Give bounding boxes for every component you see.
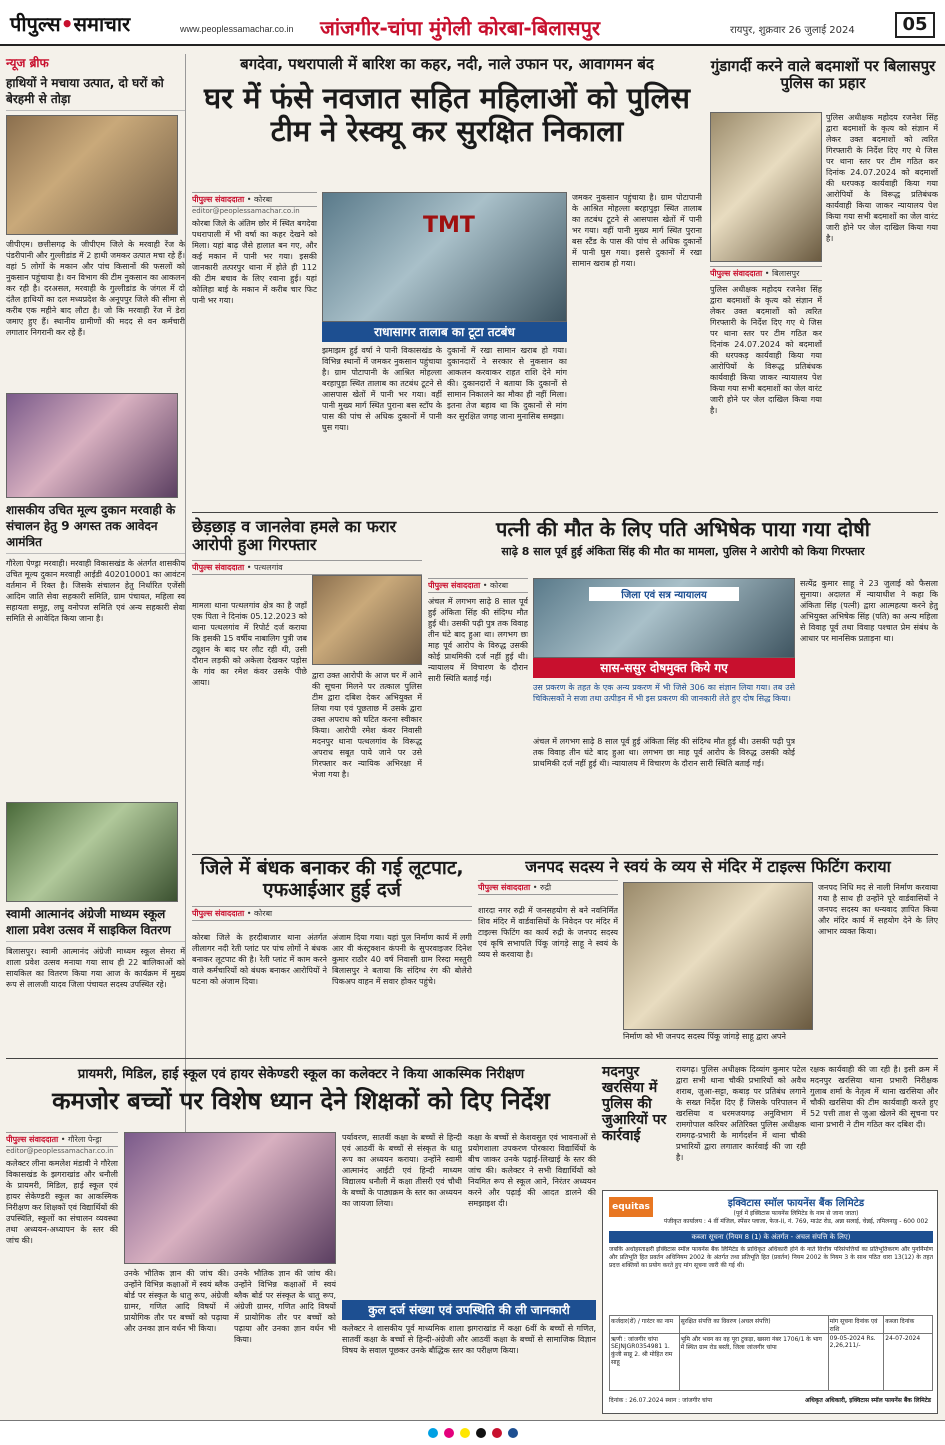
school-col4 [342,1132,462,1297]
color-swatch-2 [460,1428,470,1438]
school-headline[interactable]: कमजोर बच्चों पर विशेष ध्यान देने शिक्षकों को दिए निर्देश [52,1087,550,1115]
right-story-text-cont: पुलिस अधीक्षक महोदय रजनेश सिंह द्वारा बदमाशों के कृत्य को संज्ञान में लेकर उक्त बदमाशों को त्वरित गिरफ्तारी के निर्देश दिए गए थे जिस पर थाना स्तर पर टीम गठित कर दिनांक 24.07.2024 को बदमाशों की धरपकड़ कार्यवाही किया गया आरोपियों के विरूद्ध प्रतिबंधक कार्यवाही किया जाकर न्यायालय पेश किया गया सभी बदमाशों का जेल वारंट जारी होने पर जेल दाखिल किया गया है। [826,113,938,243]
right-story-headline[interactable]: गुंडागर्दी करने वाले बदमाशों पर बिलासपुर पुलिस का प्रहार [710,57,936,93]
school-text: कलेक्टर लीना कमलेश मंडावी ने गौरेला विकासखंड के झगराखांड और धनौली के प्रायमरी, मिडिल, हाई स्कूल एवं हायर सेकेण्डरी स्कूल का आकस्मिक निरीक्षण कर शिक्षकों एवं विद्यार्थियों की उपस्थिति, स्कूलों का संचालन व्यवस्था तथा अध्ययन-अध्यापन के स्तर की जांच की। [6,1159,118,1245]
tiles-byline: पीपुल्स संवाददाता • रुद्री [478,880,618,895]
color-registration-marks [0,1421,945,1442]
chhedchhad-col1 [192,600,307,850]
loot-story [192,858,472,921]
news-brief-label: न्यूज ब्रीफ [6,56,49,70]
ad-th-property: सुरक्षित संपत्ति का विवरण (अचल संपत्ति) [680,1316,829,1333]
temple-photo [623,882,813,1030]
ankita-col3 [800,578,938,848]
page-number: 05 [895,12,935,38]
loot-text2: अंजाम दिया गया। यहां पुल निर्माण कार्य में लगी आर वी कंस्ट्रक्शन कंपनी के सुपरवाइजर दिनेश कुमार राठौर 40 वर्ष निवासी ग्राम रिस्दा मस्तुरी बिलासपुर ने बताया कि संदिग्ध रंग की बोलेरो पिकअप वाहन में सवार होकर पहुंचे। [332,933,472,986]
ad-th-possession: कब्जा दिनांक [885,1318,915,1325]
ankita-col1 [428,578,528,848]
ad-table-header [610,1316,932,1334]
chhedchhad-col2 [312,670,422,850]
story3-text: बिलासपुर। स्वामी आत्मानंद अंग्रेजी माध्यम स्कूल सेमरा में शाला प्रवेश उत्सव मनाया गया साथ ही 22 बालिकाओं को सायकिल का वितरण किया गया आज के कार्यक्रम में मुख्य रूप से लालजी यादव जिला पंचायत सदस्य उपस्थित रहे। [6,947,185,989]
tiles-text: शारदा नगर रुद्री में जनसहयोग से बने नवनिर्मित शिव मंदिर में वार्डवासियों के निवेदन पर मंदिर में टाइल्स फिटिंग का कार्य रुद्री के जनपद सदस्य एवं कृषि सभापति पिंकू जांगड़े साहू ने स्वयं के व्यय से करवाया है। [478,906,618,959]
newspaper-logo[interactable]: पीपुल्स•समाचार [10,12,131,36]
ankita-text-mid: अंचल में लगभग साढ़े 8 साल पूर्व हुई अंकिता सिंह की संदिग्ध मौत हुई थी। उसकी पढ़ी पुत्र तक विवाह तीन घंटे बाद हुआ था। लगभग छः माह पूर्व आरोप के विरुद्ध उसकी कोई प्राथमिकी दर्ज नहीं हुई थी। न्यायालय में विचारण के दौरान सारी स्थिति बताई गई। [533,737,795,768]
loot-col1 [192,932,327,1050]
ad-header [659,1195,933,1225]
ad-td-possession: 24-07-2024 [885,1335,921,1342]
tiles-col3 [818,882,938,1050]
tmt-sign: TMT [423,213,475,238]
loot-byline: पीपुल्स संवाददाता • कोरबा [192,906,472,921]
ankita-subheadline: साढ़े 8 साल पूर्व हुई अंकिता सिंह की मौत का मामला, पुलिस ने आरोपी को किया गिरफ्तार [501,545,865,558]
ad-table-row [610,1334,932,1390]
school-col1 [6,1132,118,1414]
temple-caption: निर्माण को भी जनपद सदस्य पिंकू जांगड़े साहू द्वारा अपने [623,1032,786,1041]
ad-th-demand: मांग सूचना दिनांक एवं राशि [829,1316,885,1333]
school-text3: पर्यावरण, सातवीं कक्षा के बच्चों से हिन्दी एवं आठवीं के बच्चों से संस्कृत के धातु रूप का अध्ययन कराया। उन्होंने स्वामी आत्मानंद आईटी एवं हिन्दी माध्यम विद्यालय धनौली में कक्षा तीसरी एवं चौथी के बच्चों के पाठ्यक्रम के स्तर का अध्ययन का जायजा लिया। [342,1133,462,1208]
elephant-damage-photo [6,115,178,235]
ad-td-borrower: ऋणी : जांजगीर चांपा SEJNJGR0354981 1. कुंजी साहू 2. श्री मोहित राम साहू [610,1334,680,1390]
page-footer [0,1420,945,1445]
ration-shop-photo [6,393,178,498]
court-caption: सास-ससुर दोषमुक्त किये गए [533,658,795,678]
story1-text: जीपीएम। छत्तीसगढ़ के जीपीएम जिले के मरवाही रेंज के पंडरीपानी और गुल्लीडांड में 2 हाथी जमकर उत्पात मचा रहे हैं। वहां 5 लोगों के मकान और पांच किसानों की फसलों को नुकसान पहुंचाया है। वन विभाग की टीम नुकसान का आकलन कर रही है। दरअसल, मरवाही के गुल्लीडांड के जंगल में दो दंतैल हाथियों का दल मध्यप्रदेश के अनूपपुर जिले की सीमा से करीब एक महीने बाद लौटा है। जो कि मरवाही रेंज में डेरा जमाए हुए हैं। स्थानीय ग्रामीणों की मदद से वन कर्मचारी लगातार निगरानी कर रहे हैं। [6,240,185,337]
ad-notice-text: जबकि अधोहस्ताक्षरी इक्विटास स्मॉल फायनेंस बैंक लिमिटेड के प्राधिकृत अधिकारी होने के नाते वित्तीय परिसंपत्तियों का प्रतिभूतिकरण और पुनर्निर्माण और प्रतिभूति हित प्रवर्तन अधिनियम 2002 के अंतर्गत तथा प्रतिभूति हित (प्रवर्तन) नियम 2002 के नियम 3 के साथ पठित धारा 13(12) के तहत प्रदत्त शक्तियों का प्रयोग करते हुए मांग सूचना जारी की गई थी। [609,1246,933,1269]
gamblers-text: रायगढ़। पुलिस अधीक्षक दिव्यांग कुमार पटेल द्वारा सभी थाना चौकी प्रभारियों को अवैध शराब, जुआ-सट्टा, कबाड़ पर प्रतिबंध लगाने के सख्त निर्देश दिए हैं जिसके परिपालन में खरसिया व धरमजयगढ़ अनुविभाग में रामगोपाल करियर अतिरिक्त पुलिस अधीक्षक रामगढ़-प्रभारी के मार्गदर्शन में थाना चौकी प्रभारियों द्वारा लगातार कार्रवाई की जा रही है। [676,1065,806,1162]
top-story-kicker: बगदेवा, पथरापाली में बारिश का कहर, नदी, नाले उफान पर, आवागमन बंद [240,55,654,73]
top-story-col4 [572,192,702,502]
arrested-men-photo [710,112,822,262]
school-banner-text: कलेक्टर ने शासकीय पूर्व माध्यमिक शाला झगराखांड में कक्षा 6वीं के बच्चों से गणित, सातवीं कक्षा के बच्चों से हिन्दी-अंग्रेजी और आठवीं कक्षा के बच्चों से सामाजिक विज्ञान विषय के सवाल पूछकर उनके बौद्धिक स्तर का परीक्षण किया। [342,1324,596,1355]
ad-td-demand: 09-05-2024 Rs. 2,26,211/- [829,1334,885,1390]
school-kicker: प्रायमरी, मिडिल, हाई स्कूल एवं हायर सेकेण्डरी स्कूल का कलेक्टर ने किया आकस्मिक निरीक्षण [77,1067,525,1082]
gamblers-col2 [810,1064,938,1184]
ankita-text: अंचल में लगभग साढ़े 8 साल पूर्व हुई अंकिता सिंह की संदिग्ध मौत हुई थी। उसकी पढ़ी पुत्र तक विवाह तीन घंटे बाद हुआ था। लगभग छः माह पूर्व आरोप के विरुद्ध उसकी कोई प्राथमिकी दर्ज नहीं हुई थी। न्यायालय में विचारण के दौरान सारी स्थिति बताई गई। [428,597,528,683]
top-story [192,54,702,149]
chhedchhad-byline: पीपुल्स संवाददाता • पत्थलगांव [192,560,422,575]
section-divider-3 [6,1058,938,1059]
embankment-photo [322,192,567,322]
color-swatch-1 [444,1428,454,1438]
gamblers-text2: रक्षक कार्यवाही की जा रही है। इसी क्रम में मदनपुर खरसिया थाना प्रभारी निरीक्षक गुलाब शर्मा के नेतृत्व में थाना खरसिया और चौकी खरसिया की टीम कार्यवाही करते हुए 52 पत्ती ताश से जुआ खेलने की सूचना पर थाना प्रभारी ने टीम गठित कर दबिश दी। [810,1065,938,1129]
story1-headline[interactable]: हाथियों ने मचाया उत्पात, दो घरों को बेरहमी से तोड़ा [6,75,185,111]
tiles-headline[interactable]: जनपद सदस्य ने स्वयं के व्यय से मंदिर में टाइल्स फिटिंग कराया [525,857,891,876]
gamblers-story [602,1064,672,1144]
court-photo [533,578,795,658]
accused-photo [312,575,422,665]
masthead [0,0,945,46]
dateline: रायपुर, शुक्रवार 26 जुलाई 2024 [730,25,855,36]
loot-col2 [332,932,472,1050]
ad-notice-title: कब्जा सूचना (नियम 8 (1) के अंतर्गत - अचल संपत्ति के लिए) [609,1231,933,1243]
ankita-box [533,682,795,732]
top-story-text1: कोरबा जिले के अंतिम छोर में स्थित बगदेवा पथरापाली में भी वर्षा का कहर देखने को मिला। यहां बाढ़ जैसे हालात बन गए, और कई मकान में पानी भर गया। इसकी जानकारी तत्परपुर थाना में होते ही 112 की टीम बचाव के लिए रवाना हुई। यहां कोलिहा बाई के मकान में करीब चार फिट पानी भर गया। [192,219,317,305]
story3-headline[interactable]: स्वामी आत्मानंद अंग्रेजी माध्यम स्कूल शाला प्रवेश उत्सव में साइकिल वितरण [6,906,185,942]
ankita-col-mid [533,736,795,848]
top-story-col3 [447,345,567,505]
school-col2 [124,1268,229,1414]
tiles-text2: जनपद निधि मद से नाली निर्माण करवाया गया है साथ ही उन्होंने पूरे वार्डवासियों ने जनपद सदस्य का धन्यवाद ज्ञापित किया और मंदिर कार्य में सहयोग देने के लिए आभार व्यक्त किया। [818,883,938,936]
color-swatch-0 [428,1428,438,1438]
section-divider [192,512,938,513]
section-divider-2 [192,854,938,855]
edition-cities: जांजगीर-चांपा मुंगेली कोरबा-बिलासपुर [320,16,601,40]
top-story-text2: झमाझम हुई वर्षा ने पानी विकासखंड के विभिन्न स्थानों में जमकर नुकसान पहुंचाया है। ग्राम पोटापानी के आश्रित मोहल्ला बरहापुड़ा स्थित तालाब का तटबंध टूटने से आसपास खेतों में पानी भर गया। वहीं पानी मुख्य मार्ग स्थित पुराना बस स्टॉप के पास की पांच से अधिक दुकानों में पानी घुस गया। [322,346,442,432]
ad-place-date: दिनांक : 26.07.2024 स्थान : जांजगीर चांपा [609,1397,713,1404]
school-banner: कुल दर्ज संख्या एवं उपस्थिति की ली जानकारी [342,1300,596,1320]
right-story [708,58,938,93]
color-swatch-4 [492,1428,502,1438]
school-text2b: उनके भौतिक ज्ञान की जांच की। उन्होंने विभिन्न कक्षाओं में स्वयं ब्लैक बोर्ड पर संस्कृत के धातु रूप, अंग्रेजी ग्रामर, गणित आदि विषयों में प्रायोगिक तौर पर बच्चों को पढ़ाया और उनका ज्ञान वर्धन भी किया। [234,1269,336,1344]
ankita-byline: पीपुल्स संवाददाता • कोरबा [428,578,528,593]
website-url[interactable]: www.peoplessamachar.co.in [180,24,294,34]
gamblers-col1 [676,1064,806,1184]
school-text4: कक्षा के बच्चों से केशवसुत एवं भावनाओं से प्रयोगशाला उपकरण पोरकारा विद्यार्थियों के बीच जाकर उनके पढ़ाई-लिखाई के स्तर की जांच की। कलेक्टर ने सभी विद्यार्थियों को नियमित रूप से स्कूल आने, निरंतर अध्ययन करने और पढ़ाई की आदत डालने की समझाइश दी। [468,1133,596,1208]
right-story-byline: पीपुल्स संवाददाता • बिलासपुर [710,266,822,281]
right-story-text: पुलिस अधीक्षक महोदय रजनेश सिंह द्वारा बदमाशों के कृत्य को संज्ञान में लेकर उक्त बदमाशों को त्वरित गिरफ्तारी के निर्देश दिए गए थे जिस पर थाना स्तर पर टीम गठित कर दिनांक 24.07.2024 को बदमाशों की धरपकड़ कार्यवाही किया गया आरोपियों के विरूद्ध प्रतिबंधक कार्यवाही किया जाकर न्यायालय पेश किया गया सभी बदमाशों का जेल वारंट जारी होने पर जेल दाखिल किया गया है। [710,285,822,415]
story2-headline[interactable]: शासकीय उचित मूल्य दुकान मरवाही के संचालन हेतु 9 अगस्त तक आवेदन आमंत्रित [6,502,185,554]
equitas-logo: equitas [609,1197,653,1217]
school-text2: उनके भौतिक ज्ञान की जांच की। उन्होंने विभिन्न कक्षाओं में स्वयं ब्लैक बोर्ड पर संस्कृत के धातु रूप, अंग्रेजी ग्रामर, गणित आदि विषयों में प्रायोगिक तौर पर बच्चों को पढ़ाया और उनका ज्ञान वर्धन भी किया। [124,1269,229,1333]
bank-notice-ad [602,1190,938,1414]
ankita-headline[interactable]: पत्नी की मौत के लिए पति अभिषेक पाया गया दोषी [496,517,870,541]
school-story [6,1064,596,1116]
gamblers-headline[interactable]: मदनपुर खरसिया में पुलिस की जुआरियों पर कार्रवाई [602,1064,667,1145]
ad-address: पंजीकृत कार्यालय : 4 वीं मंजिल, स्पेंसर प्लाजा, फेज-II, नं. 769, माउंट रोड, अन्ना सलाई, चेन्नई, तमिलनाडु - 600 002 [663,1218,929,1225]
ad-table [609,1315,933,1391]
ankita-text3: उस प्रकरण के तहत के एक अन्य प्रकरण में भी जिसे 306 का संज्ञान लिया गया। तब उसे चिकित्सकों ने सजा तथा उत्पीड़न में भी इस प्रकरण की जानकारी लेते हुए दोष सिद्ध किया। [533,683,795,703]
classroom-photo [124,1132,336,1264]
chhedchhad-text: मामला थाना पत्थलगांव क्षेत्र का है जहाँ एक पिता ने दिनांक 05.12.2023 को थाना पत्थलगांव में रिपोर्ट दर्ज कराया कि इसकी 15 वर्षीय नाबालिग पुत्री जब ट्यूशन के बाद घर लौट रही थी, उसी दौरान लड़की को अकेला देखकर पड़ोस के गांव का रमेश कंवर उसके पीछे आया। [192,601,307,687]
ad-th-borrower: कर्जदार(रों) / गारंटर का नाम [610,1316,680,1333]
ad-signature: अधिकृत अधिकारी, इक्विटास स्मॉल फायनेंस बैंक लिमिटेड [804,1397,931,1404]
tiles-col1 [478,905,618,1050]
ankita-story [428,518,938,559]
ad-td-property: भूमि और भवन का वह पूरा टुकड़ा, खसरा नंबर 1706/1 के भाग में स्थित ग्राम रोड बस्ती, जिला जांजगीर चांपा [680,1334,829,1390]
school-col3 [234,1268,336,1414]
cycle-distribution-photo [6,802,178,902]
loot-text: कोरबा जिले के हरदीबाजार थाना अंतर्गत लीलागर नदी रेती प्लांट पर पांच लोगों ने बंधक बनाकर लूटपाट की है। रेती प्लांट में काम करने वाले कर्मचारियों को बंधक बनाकर आरोपियों ने घटना को अंजाम दिया। [192,933,327,986]
top-story-col1 [192,192,317,502]
school-byline: पीपुल्स संवाददाता • गौरेला पेन्ड्रा [6,1132,118,1147]
color-swatch-5 [508,1428,518,1438]
right-story-col2 [826,112,938,506]
top-story-byline: पीपुल्स संवाददाता • कोरबा [192,192,317,207]
chhedchhad-text2: द्वारा उक्त आरोपी के आज घर में आने की सूचना मिलने पर तत्काल पुलिस टीम द्वारा दबिश देकर अभियुक्त में लिया गया एवं पूछताछ में उसके द्वारा उक्त अपराध को घटित करना स्वीकार किया। आरोपी रमेश कंवर निवासी मदनपुर थाना पत्थलगांव के विरूद्ध अपराध सबूत पाये जाने पर उसे गिरफ्तार कर न्यायिक अभिरक्षा में भेजा गया है। [312,671,422,779]
ad-subtitle: (पूर्व में इक्विटास फायनेंस लिमिटेड के नाम से जाना जाता) [733,1210,859,1217]
loot-headline[interactable]: जिले में बंधक बनाकर की गई लूटपाट, एफआईआर हुई दर्ज [200,857,464,901]
top-story-headline[interactable]: घर में फंसे नवजात सहित महिलाओं को पुलिस टीम ने रेस्क्यू कर सुरक्षित निकाला [204,81,690,149]
school-banner-col [342,1323,596,1414]
school-email[interactable]: editor@peoplessamachar.co.in [6,1147,114,1155]
top-story-text3: दुकानों में रखा सामान खराब हो गया। दुकानदारों ने सरकार से नुकसान का आकलन करवाकर राहत राशि देने मांग की। दुकानदारों ने बताया कि दुकानों से सामान निकालने का मौका ही नहीं मिला। इतना तेज बहाव था कि दुकानों से मांग कर सुरक्षित जगह जाना मुनासिब समझा। [447,346,567,421]
story2-text: गौरेला पेण्ड्रा मरवाही। मरवाही विकासखंड के अंतर्गत शासकीय उचित मूल्य दुकान मरवाही आईडी 402010001 का आवंटन वर्तमान में रिक्त है। जिसके संचालन हेतु निर्धारित एजेंसी आदिम जाति सेवा सहकारी समिति, ग्राम पंचायत, महिला स्व सहायता समूह, लघु वनोपज समिति एवं अन्य सहकारी सेवा समिति से आवेदित किया जाना है। [6,559,185,623]
top-story-email[interactable]: editor@peoplessamachar.co.in [192,207,300,215]
school-col5 [468,1132,596,1297]
color-swatch-3 [476,1428,486,1438]
chhedchhad-headline[interactable]: छेड़छाड़ व जानलेवा हमले का फरार आरोपी हुआ गिरफ्तार [192,517,397,555]
top-story-col2 [322,345,442,505]
top-story-text4: जमकर नुकसान पहुंचाया है। ग्राम पोटापानी के आश्रित मोहल्ला बरहापुड़ा स्थित तालाब का तटबंध टूटने से आसपास खेतों में पानी भर गया। वहीं पानी मुख्य मार्ग स्थित पुराना बस स्टैंड के पास की पांच से अधिक दुकानों में पानी घुस गया। इससे दुकानों में रखा सामान खराब हो गया। [572,193,702,268]
chhedchhad-story [192,518,422,575]
ad-title: इक्विटास स्मॉल फायनेंस बैंक लिमिटेड [727,1198,865,1209]
right-story-col1 [710,266,822,506]
ankita-text2: सत्येंद्र कुमार साहू ने 23 जुलाई को फैसला सुनाया। अदालत में न्यायाधीश ने कहा कि अंकिता सिंह (पत्नी) द्वारा आत्महत्या करने हेतु अभियुक्त अभिषेक सिंह (पति) का अन्य महिला से विवाह पूर्व तथा विवाह पश्चात प्रेम संबंध के आधार पर मानसिक प्रताड़ना था। [800,579,938,643]
court-sign: जिला एवं सत्र न्यायालय [589,587,739,601]
embankment-caption: राधासागर तालाब का टूटा तटबंध [322,322,567,342]
